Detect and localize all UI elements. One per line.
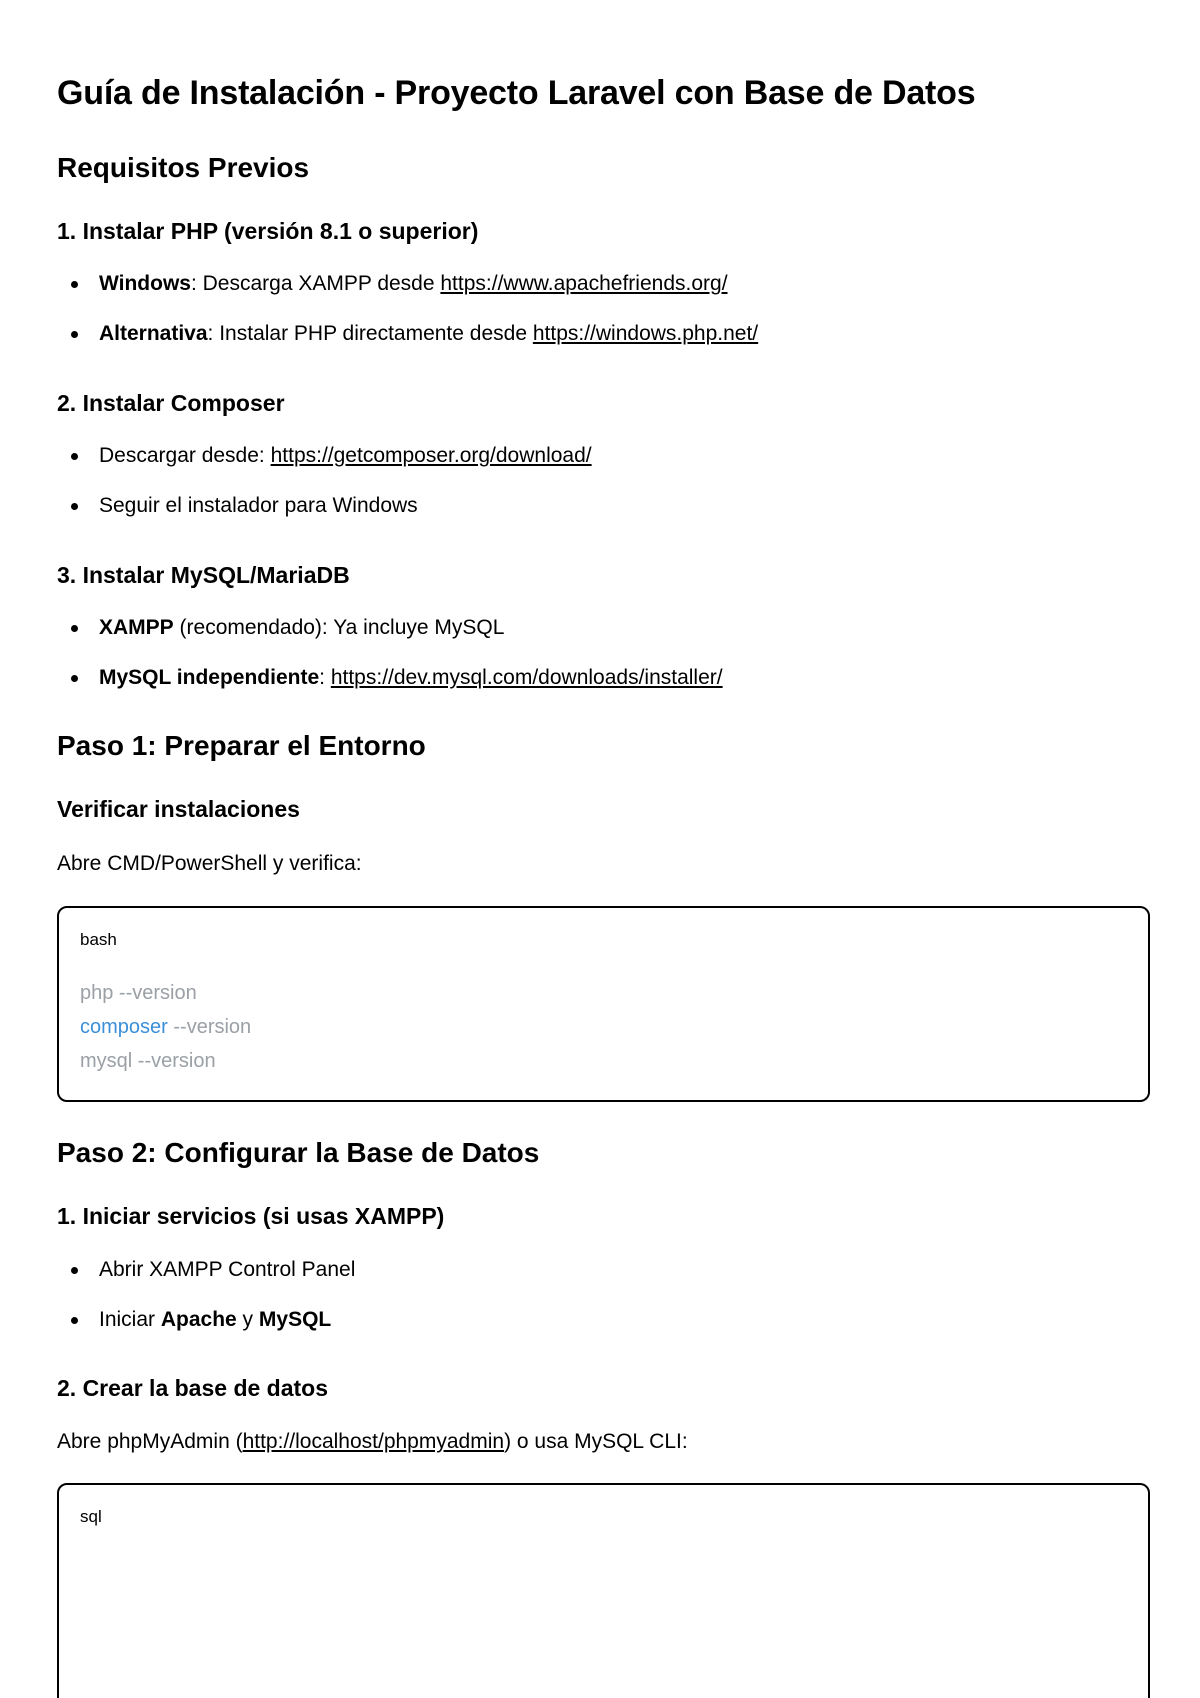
bullet-icon: [71, 453, 78, 460]
services-list: [57, 1257, 355, 1357]
item-bold: Apache: [160, 1308, 237, 1331]
sql-code-block[interactable]: [57, 1483, 1150, 1698]
intro-text: Abre phpMyAdmin (: [57, 1430, 243, 1453]
code-cmd: composer: [80, 1016, 168, 1038]
bullet-icon: [71, 1267, 78, 1274]
code-lines: [80, 976, 251, 1078]
list-item: [57, 321, 758, 347]
getcomposer-link[interactable]: https://getcomposer.org/download/: [270, 444, 592, 467]
item-text: Seguir el instalador para Windows: [99, 494, 418, 517]
code-language-label: bash: [80, 930, 117, 949]
prereq-heading: Requisitos Previos: [57, 152, 310, 183]
item-text: : Descarga XAMPP desde: [190, 272, 441, 295]
intro-text: ) o usa MySQL CLI:: [504, 1430, 688, 1453]
code-cmd: php: [80, 982, 114, 1004]
bullet-icon: [71, 331, 78, 338]
bullet-icon: [71, 1317, 78, 1324]
code-arg: --version: [113, 982, 197, 1004]
item-bold: Alternativa: [99, 322, 208, 345]
list-item: [57, 665, 723, 691]
code-line: [80, 1010, 251, 1044]
list-item: [57, 1307, 355, 1333]
windows-php-link[interactable]: https://windows.php.net/: [532, 322, 759, 345]
code-language-label: sql: [80, 1507, 102, 1526]
step1-subheading: Verificar instalaciones: [57, 796, 300, 822]
step1-intro: Abre CMD/PowerShell y verifica:: [57, 852, 362, 875]
bullet-icon: [71, 281, 78, 288]
bash-code-block[interactable]: [57, 906, 1150, 1102]
services-heading: 1. Iniciar servicios (si usas XAMPP): [57, 1203, 445, 1229]
list-item: [57, 443, 592, 469]
php-heading: 1. Instalar PHP (versión 8.1 o superior): [57, 218, 479, 244]
list-item: [57, 271, 758, 297]
code-arg: --version: [167, 1016, 252, 1038]
page-title: Guía de Instalación - Proyecto Laravel con Base de Datos: [57, 74, 976, 112]
item-bold: MySQL independiente: [99, 666, 320, 689]
item-bold: XAMPP: [99, 616, 174, 639]
item-text: y: [236, 1308, 259, 1331]
createdb-intro: [57, 1430, 688, 1454]
item-text: :: [319, 666, 331, 689]
bullet-icon: [71, 675, 78, 682]
item-text: : Instalar PHP directamente desde: [207, 322, 533, 345]
mysql-list: [57, 615, 723, 715]
item-bold: Windows: [99, 272, 191, 295]
code-line: [80, 1044, 251, 1078]
list-item: [57, 615, 723, 641]
composer-list: [57, 443, 592, 543]
item-text: Iniciar: [99, 1308, 161, 1331]
item-text: Descargar desde:: [99, 444, 271, 467]
item-text: (recomendado): Ya incluye MySQL: [173, 616, 505, 639]
list-item: [57, 493, 592, 519]
phpmyadmin-link[interactable]: http://localhost/phpmyadmin: [242, 1430, 505, 1453]
step2-heading: Paso 2: Configurar la Base de Datos: [57, 1137, 540, 1168]
mysql-heading: 3. Instalar MySQL/MariaDB: [57, 562, 350, 588]
step1-heading: Paso 1: Preparar el Entorno: [57, 730, 426, 761]
mysql-installer-link[interactable]: https://dev.mysql.com/downloads/installer/: [330, 666, 723, 689]
bullet-icon: [71, 503, 78, 510]
code-cmd: mysql: [80, 1050, 133, 1072]
apachefriends-link[interactable]: https://www.apachefriends.org/: [440, 272, 728, 295]
bullet-icon: [71, 625, 78, 632]
php-list: [57, 271, 758, 371]
createdb-heading: 2. Crear la base de datos: [57, 1375, 329, 1401]
composer-heading: 2. Instalar Composer: [57, 390, 285, 416]
item-text: Abrir XAMPP Control Panel: [99, 1258, 356, 1281]
code-line: [80, 976, 251, 1010]
item-bold: MySQL: [258, 1308, 332, 1331]
list-item: [57, 1257, 355, 1283]
code-arg: --version: [132, 1050, 216, 1072]
